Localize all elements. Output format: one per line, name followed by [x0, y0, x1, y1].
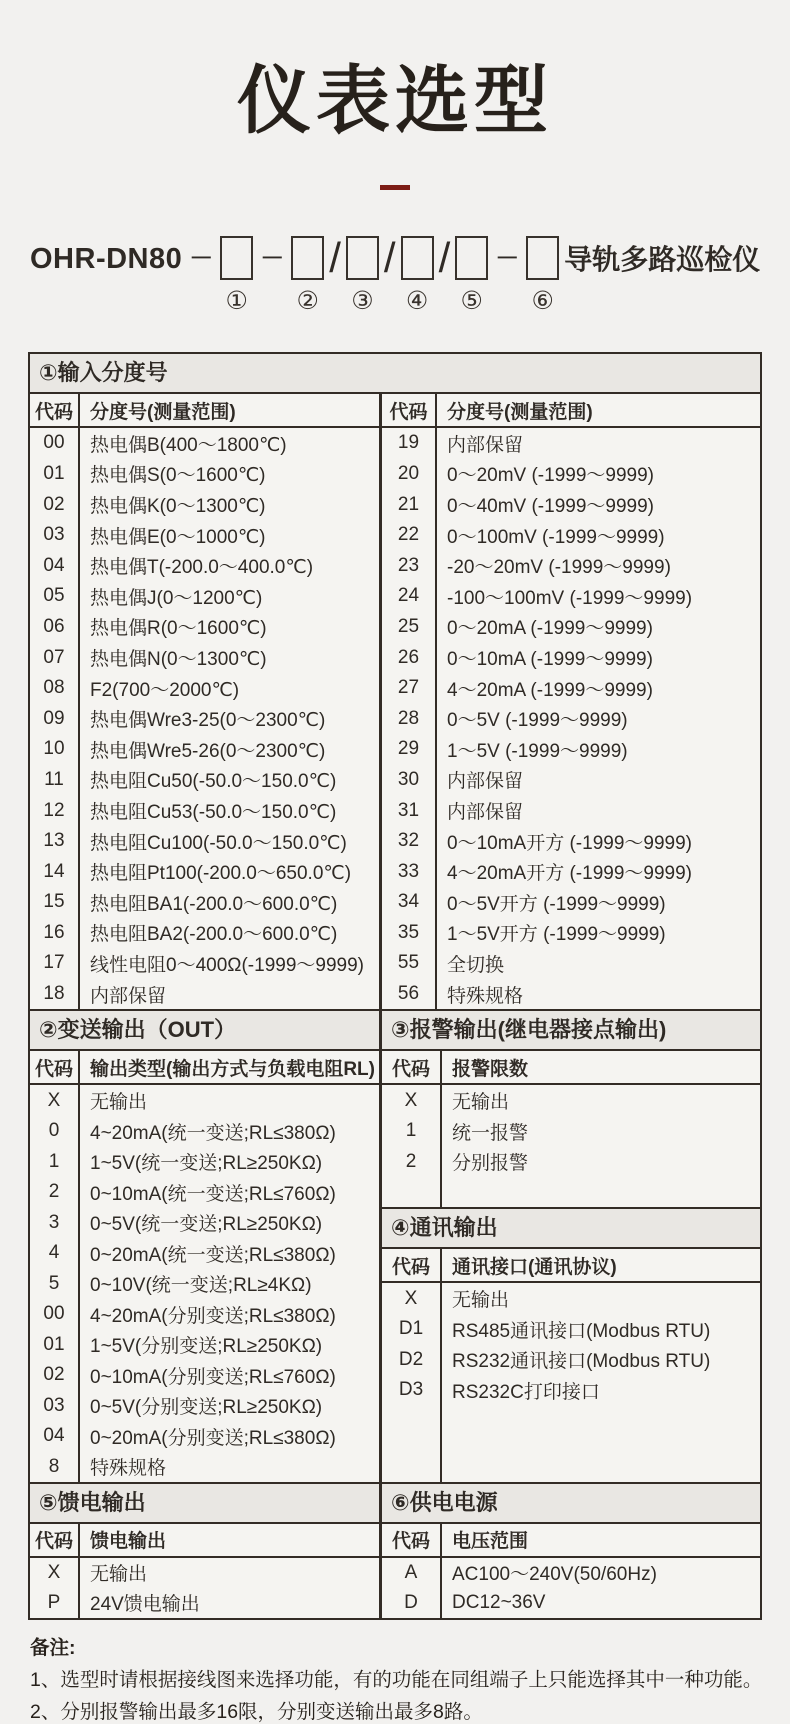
- model-prefix: OHR-DN80: [30, 243, 183, 276]
- row-desc: 4~20mA(分别变送;RL≤380Ω): [90, 1305, 336, 1327]
- row-desc: 0～5V (-1999～9999): [447, 710, 628, 732]
- row-code: 09: [30, 703, 80, 734]
- s3-rows: [382, 1085, 760, 1177]
- row-code: 08: [30, 673, 80, 704]
- row-code: X: [382, 1085, 442, 1116]
- row-code: 1: [382, 1116, 442, 1147]
- table-row: [30, 1238, 379, 1269]
- table-row: [382, 520, 760, 551]
- table-row: [30, 550, 379, 581]
- table-row: [382, 826, 760, 857]
- table-row: [30, 1207, 379, 1238]
- section-2-3-4-body: [30, 1051, 760, 1482]
- table-row: [30, 765, 379, 796]
- code-column-header: 代码: [30, 394, 80, 426]
- table-row: [30, 856, 379, 887]
- row-desc: 热电偶Wre3-25(0～2300℃): [90, 710, 326, 732]
- row-desc: 热电阻BA1(-200.0～600.0℃): [90, 893, 338, 915]
- table-row: [382, 1314, 760, 1345]
- row-code: 26: [382, 642, 437, 673]
- row-code: 00: [30, 428, 80, 459]
- row-desc: 0~10mA(分别变送;RL≤760Ω): [90, 1366, 336, 1388]
- separator-dash: －: [189, 245, 214, 273]
- row-desc: 内部保留: [447, 802, 524, 824]
- row-desc: 热电偶T(-200.0～400.0℃): [90, 557, 314, 579]
- row-desc: 0～100mV (-1999～9999): [447, 526, 665, 548]
- row-desc: 0～20mA (-1999～9999): [447, 618, 653, 640]
- row-desc: 0～5V开方 (-1999～9999): [447, 893, 666, 915]
- table-row: [382, 734, 760, 765]
- empty-row: [382, 1177, 760, 1208]
- row-desc: 0~20mA(统一变送;RL≤380Ω): [90, 1244, 336, 1266]
- row-code: 02: [30, 1360, 80, 1391]
- circled-number-2: ②: [296, 287, 319, 316]
- row-code: 4: [30, 1238, 80, 1269]
- table-row: [382, 673, 760, 704]
- row-code: 19: [382, 428, 437, 459]
- separator-slash: /: [329, 234, 341, 282]
- row-desc: -100～100mV (-1999～9999): [447, 587, 693, 609]
- row-desc: 4～20mA (-1999～9999): [447, 679, 653, 701]
- row-desc: 分别报警: [452, 1153, 529, 1175]
- table-row: [30, 581, 379, 612]
- table-row: [382, 948, 760, 979]
- row-code: 13: [30, 826, 80, 857]
- row-code: D3: [382, 1375, 442, 1406]
- row-desc: 热电阻Pt100(-200.0～650.0℃): [90, 863, 352, 885]
- row-desc: 无输出: [90, 1092, 148, 1114]
- row-code: 05: [30, 581, 80, 612]
- s1-right-rows: [382, 428, 760, 1009]
- row-code: 01: [30, 1329, 80, 1360]
- section-4-header: [382, 1207, 760, 1249]
- row-code: D2: [382, 1344, 442, 1375]
- table-row: [30, 795, 379, 826]
- separator-dash: －: [495, 245, 520, 273]
- table-row: [382, 550, 760, 581]
- row-code: 04: [30, 550, 80, 581]
- table-row: [382, 428, 760, 459]
- model-part-5: [434, 236, 489, 316]
- code-column-header: 代码: [382, 394, 437, 426]
- s4-column-header: [382, 1249, 760, 1283]
- code-column-header: 代码: [382, 1249, 442, 1281]
- row-code: X: [30, 1085, 80, 1116]
- table-row: [30, 1588, 379, 1618]
- table-row: [30, 459, 379, 490]
- circled-number-3: ③: [351, 287, 374, 316]
- empty-row: [382, 1405, 760, 1482]
- row-desc: 0~5V(分别变送;RL≥250KΩ): [90, 1397, 323, 1419]
- table-row: [30, 1146, 379, 1177]
- section-5-6-body: [30, 1524, 760, 1618]
- row-code: 03: [30, 1390, 80, 1421]
- section-6-title: ⑥供电电源: [391, 1489, 498, 1515]
- table-row: [30, 612, 379, 643]
- s2-rows: [30, 1085, 379, 1482]
- section-1-title: ①输入分度号: [39, 360, 168, 386]
- section-5-6-header: [30, 1482, 760, 1524]
- table-row: [30, 1451, 379, 1482]
- table-row: [30, 520, 379, 551]
- table-row: [30, 979, 379, 1010]
- row-code: 25: [382, 612, 437, 643]
- table-row: [382, 1116, 760, 1147]
- table-row: [382, 1085, 760, 1116]
- row-code: 27: [382, 673, 437, 704]
- row-desc: 0~10V(统一变送;RL≥4KΩ): [90, 1275, 312, 1297]
- row-desc: 0～10mA开方 (-1999～9999): [447, 832, 692, 854]
- row-code: 20: [382, 459, 437, 490]
- row-desc: 0~20mA(分别变送;RL≤380Ω): [90, 1427, 336, 1449]
- table-row: [382, 489, 760, 520]
- row-code: 02: [30, 489, 80, 520]
- table-row: [30, 1085, 379, 1116]
- row-desc: 热电偶S(0～1600℃): [90, 465, 266, 487]
- s5-rows: [30, 1558, 379, 1618]
- section-1-header: [30, 354, 760, 394]
- table-row: [382, 979, 760, 1010]
- section-4-title: ④通讯输出: [391, 1215, 498, 1241]
- table-row: [30, 703, 379, 734]
- row-code: A: [382, 1558, 442, 1588]
- row-code: X: [30, 1558, 80, 1588]
- section-5-title: ⑤馈电输出: [39, 1489, 146, 1515]
- model-box-2: [291, 236, 324, 280]
- row-desc: 特殊规格: [90, 1458, 167, 1480]
- table-row: [382, 1146, 760, 1177]
- section-2-title: ②变送输出（OUT）: [39, 1017, 237, 1043]
- row-desc: F2(700～2000℃): [90, 679, 240, 701]
- row-code: 2: [382, 1146, 442, 1177]
- notes: [30, 1632, 763, 1724]
- row-code: 23: [382, 550, 437, 581]
- table-row: [30, 918, 379, 949]
- selection-table: [28, 352, 762, 1620]
- model-box-5: [455, 236, 488, 280]
- row-desc: 0～40mV (-1999～9999): [447, 496, 654, 518]
- code-column-header: 代码: [382, 1051, 442, 1083]
- row-desc: 热电偶E(0～1000℃): [90, 526, 266, 548]
- s4-rows: [382, 1283, 760, 1405]
- row-desc: AC100～240V(50/60Hz): [452, 1564, 657, 1586]
- row-code: 3: [30, 1207, 80, 1238]
- row-code: 03: [30, 520, 80, 551]
- row-code: 8: [30, 1451, 80, 1482]
- table-row: [30, 1390, 379, 1421]
- row-desc: 特殊规格: [447, 985, 524, 1007]
- row-desc: 1~5V(统一变送;RL≥250KΩ): [90, 1153, 323, 1175]
- model-box-3: [346, 236, 379, 280]
- model-part-6: [488, 236, 559, 316]
- row-code: 0: [30, 1116, 80, 1147]
- table-row: [30, 1558, 379, 1588]
- row-desc: 线性电阻0～400Ω(-1999～9999): [90, 954, 364, 976]
- row-desc: 热电阻BA2(-200.0～600.0℃): [90, 924, 338, 946]
- page-title: 仪表选型: [237, 59, 553, 142]
- table-row: [30, 826, 379, 857]
- table-row: [382, 765, 760, 796]
- model-box-1: [220, 236, 253, 280]
- row-desc: 热电偶J(0～1200℃): [90, 587, 263, 609]
- row-desc: 内部保留: [90, 985, 167, 1007]
- row-desc: 内部保留: [447, 771, 524, 793]
- row-desc: 统一报警: [452, 1122, 529, 1144]
- table-row: [382, 1283, 760, 1314]
- table-row: [382, 795, 760, 826]
- desc-column-header: 通讯接口(通讯协议): [452, 1256, 617, 1278]
- row-code: 55: [382, 948, 437, 979]
- row-desc: 无输出: [90, 1564, 148, 1586]
- row-code: 01: [30, 459, 80, 490]
- model-box-4: [401, 236, 434, 280]
- table-row: [382, 642, 760, 673]
- circled-number-1: ①: [225, 287, 248, 316]
- s6-rows: [382, 1558, 760, 1618]
- row-desc: 内部保留: [447, 434, 524, 456]
- row-desc: 热电阻Cu50(-50.0～150.0℃): [90, 771, 337, 793]
- desc-column-header: 分度号(测量范围): [90, 401, 236, 423]
- desc-column-header: 分度号(测量范围): [447, 401, 593, 423]
- row-code: 34: [382, 887, 437, 918]
- note-item-2: 2、分别报警输出最多16限，分别变送输出最多8路。: [30, 1700, 483, 1723]
- section-3-title: ③报警输出(继电器接点输出): [391, 1017, 667, 1043]
- row-desc: 全切换: [447, 954, 505, 976]
- row-code: 06: [30, 612, 80, 643]
- desc-column-header: 输出类型(输出方式与负载电阻RL): [90, 1058, 375, 1080]
- row-code: 32: [382, 826, 437, 857]
- row-code: 1: [30, 1146, 80, 1177]
- row-code: 28: [382, 703, 437, 734]
- title-underline: [380, 185, 410, 190]
- row-code: 12: [30, 795, 80, 826]
- row-desc: RS232通讯接口(Modbus RTU): [452, 1351, 711, 1373]
- row-code: D1: [382, 1314, 442, 1345]
- row-desc: DC12~36V: [452, 1591, 546, 1613]
- row-desc: 热电偶N(0～1300℃): [90, 649, 267, 671]
- circled-number-4: ④: [405, 287, 429, 316]
- s1-left-rows: [30, 428, 379, 1009]
- row-code: 22: [382, 520, 437, 551]
- row-desc: 24V馈电输出: [90, 1594, 200, 1616]
- row-code: 14: [30, 856, 80, 887]
- table-row: [382, 918, 760, 949]
- s1-left-column-header: [30, 394, 379, 428]
- row-code: 21: [382, 489, 437, 520]
- row-desc: 热电偶K(0～1300℃): [90, 496, 266, 518]
- row-code: 10: [30, 734, 80, 765]
- row-desc: 1~5V(分别变送;RL≥250KΩ): [90, 1336, 323, 1358]
- model-part-4: [379, 236, 434, 316]
- row-desc: RS232C打印接口: [452, 1381, 600, 1403]
- row-code: 11: [30, 765, 80, 796]
- circled-number-6: ⑥: [531, 287, 554, 316]
- desc-column-header: 电压范围: [452, 1531, 529, 1553]
- row-code: 30: [382, 765, 437, 796]
- s6-column-header: [382, 1524, 760, 1558]
- row-desc: 0～10mA (-1999～9999): [447, 649, 653, 671]
- section-1-body: [30, 394, 760, 1009]
- row-code: 56: [382, 979, 437, 1010]
- section-2-3-header: [30, 1009, 760, 1051]
- separator-dash: －: [260, 245, 285, 273]
- table-row: [30, 948, 379, 979]
- table-row: [30, 489, 379, 520]
- notes-label: 备注:: [30, 1636, 76, 1659]
- row-code: 31: [382, 795, 437, 826]
- table-row: [30, 1360, 379, 1391]
- row-code: 07: [30, 642, 80, 673]
- row-desc: 热电阻Cu100(-50.0～150.0℃): [90, 832, 347, 854]
- code-column-header: 代码: [30, 1524, 80, 1556]
- row-code: 18: [30, 979, 80, 1010]
- table-row: [382, 612, 760, 643]
- table-row: [30, 1299, 379, 1330]
- row-desc: -20～20mV (-1999～9999): [447, 557, 671, 579]
- row-code: 2: [30, 1177, 80, 1208]
- desc-column-header: 报警限数: [452, 1058, 529, 1080]
- row-code: 15: [30, 887, 80, 918]
- table-row: [30, 673, 379, 704]
- row-code: X: [382, 1283, 442, 1314]
- row-code: 04: [30, 1421, 80, 1452]
- s5-column-header: [30, 1524, 379, 1558]
- table-row: [30, 734, 379, 765]
- row-code: 33: [382, 856, 437, 887]
- row-desc: 1～5V开方 (-1999～9999): [447, 924, 666, 946]
- row-desc: RS485通讯接口(Modbus RTU): [452, 1320, 711, 1342]
- separator-slash: /: [438, 234, 451, 282]
- table-row: [30, 428, 379, 459]
- row-desc: 热电偶R(0～1600℃): [90, 618, 267, 640]
- table-row: [30, 1177, 379, 1208]
- row-desc: 无输出: [452, 1092, 510, 1114]
- desc-column-header: 馈电输出: [90, 1531, 167, 1553]
- note-item-1: 1、选型时请根据接线图来选择功能，有的功能在同组端子上只能选择其中一种功能。: [30, 1668, 763, 1691]
- code-column-header: 代码: [30, 1051, 80, 1083]
- separator-slash: /: [383, 234, 396, 282]
- model-part-3: [324, 236, 379, 316]
- model-part-1: [182, 236, 253, 316]
- row-desc: 热电阻Cu53(-50.0～150.0℃): [90, 802, 337, 824]
- row-code: D: [382, 1588, 442, 1618]
- table-row: [382, 1588, 760, 1618]
- s2-column-header: [30, 1051, 379, 1085]
- circled-number-5: ⑤: [460, 287, 483, 316]
- table-row: [30, 1421, 379, 1452]
- table-row: [382, 703, 760, 734]
- row-code: 00: [30, 1299, 80, 1330]
- row-code: 35: [382, 918, 437, 949]
- model-box-6: [526, 236, 559, 280]
- row-code: 29: [382, 734, 437, 765]
- table-row: [30, 1329, 379, 1360]
- table-row: [30, 1268, 379, 1299]
- row-code: 5: [30, 1268, 80, 1299]
- row-desc: 1～5V (-1999～9999): [447, 740, 628, 762]
- table-row: [382, 1344, 760, 1375]
- row-desc: 0~10mA(统一变送;RL≤760Ω): [90, 1183, 336, 1205]
- table-row: [30, 887, 379, 918]
- table-row: [382, 856, 760, 887]
- row-code: 24: [382, 581, 437, 612]
- s3-column-header: [382, 1051, 760, 1085]
- table-row: [382, 459, 760, 490]
- row-code: P: [30, 1588, 80, 1618]
- row-desc: 热电偶Wre5-26(0～2300℃): [90, 740, 326, 762]
- table-row: [30, 642, 379, 673]
- table-row: [382, 887, 760, 918]
- model-suffix: 导轨多路巡检仪: [564, 244, 761, 276]
- model-code-line: [0, 236, 790, 316]
- row-desc: 热电偶B(400～1800℃): [90, 434, 287, 456]
- table-row: [30, 1116, 379, 1147]
- table-row: [382, 1558, 760, 1588]
- row-code: 17: [30, 948, 80, 979]
- row-code: 16: [30, 918, 80, 949]
- row-desc: 0~5V(统一变送;RL≥250KΩ): [90, 1214, 323, 1236]
- model-part-2: [253, 236, 324, 316]
- row-desc: 0～20mV (-1999～9999): [447, 465, 654, 487]
- row-desc: 4~20mA(统一变送;RL≤380Ω): [90, 1122, 336, 1144]
- table-row: [382, 1375, 760, 1406]
- row-desc: 无输出: [452, 1290, 510, 1312]
- row-desc: 4～20mA开方 (-1999～9999): [447, 863, 692, 885]
- code-column-header: 代码: [382, 1524, 442, 1556]
- table-row: [382, 581, 760, 612]
- s1-right-column-header: [382, 394, 760, 428]
